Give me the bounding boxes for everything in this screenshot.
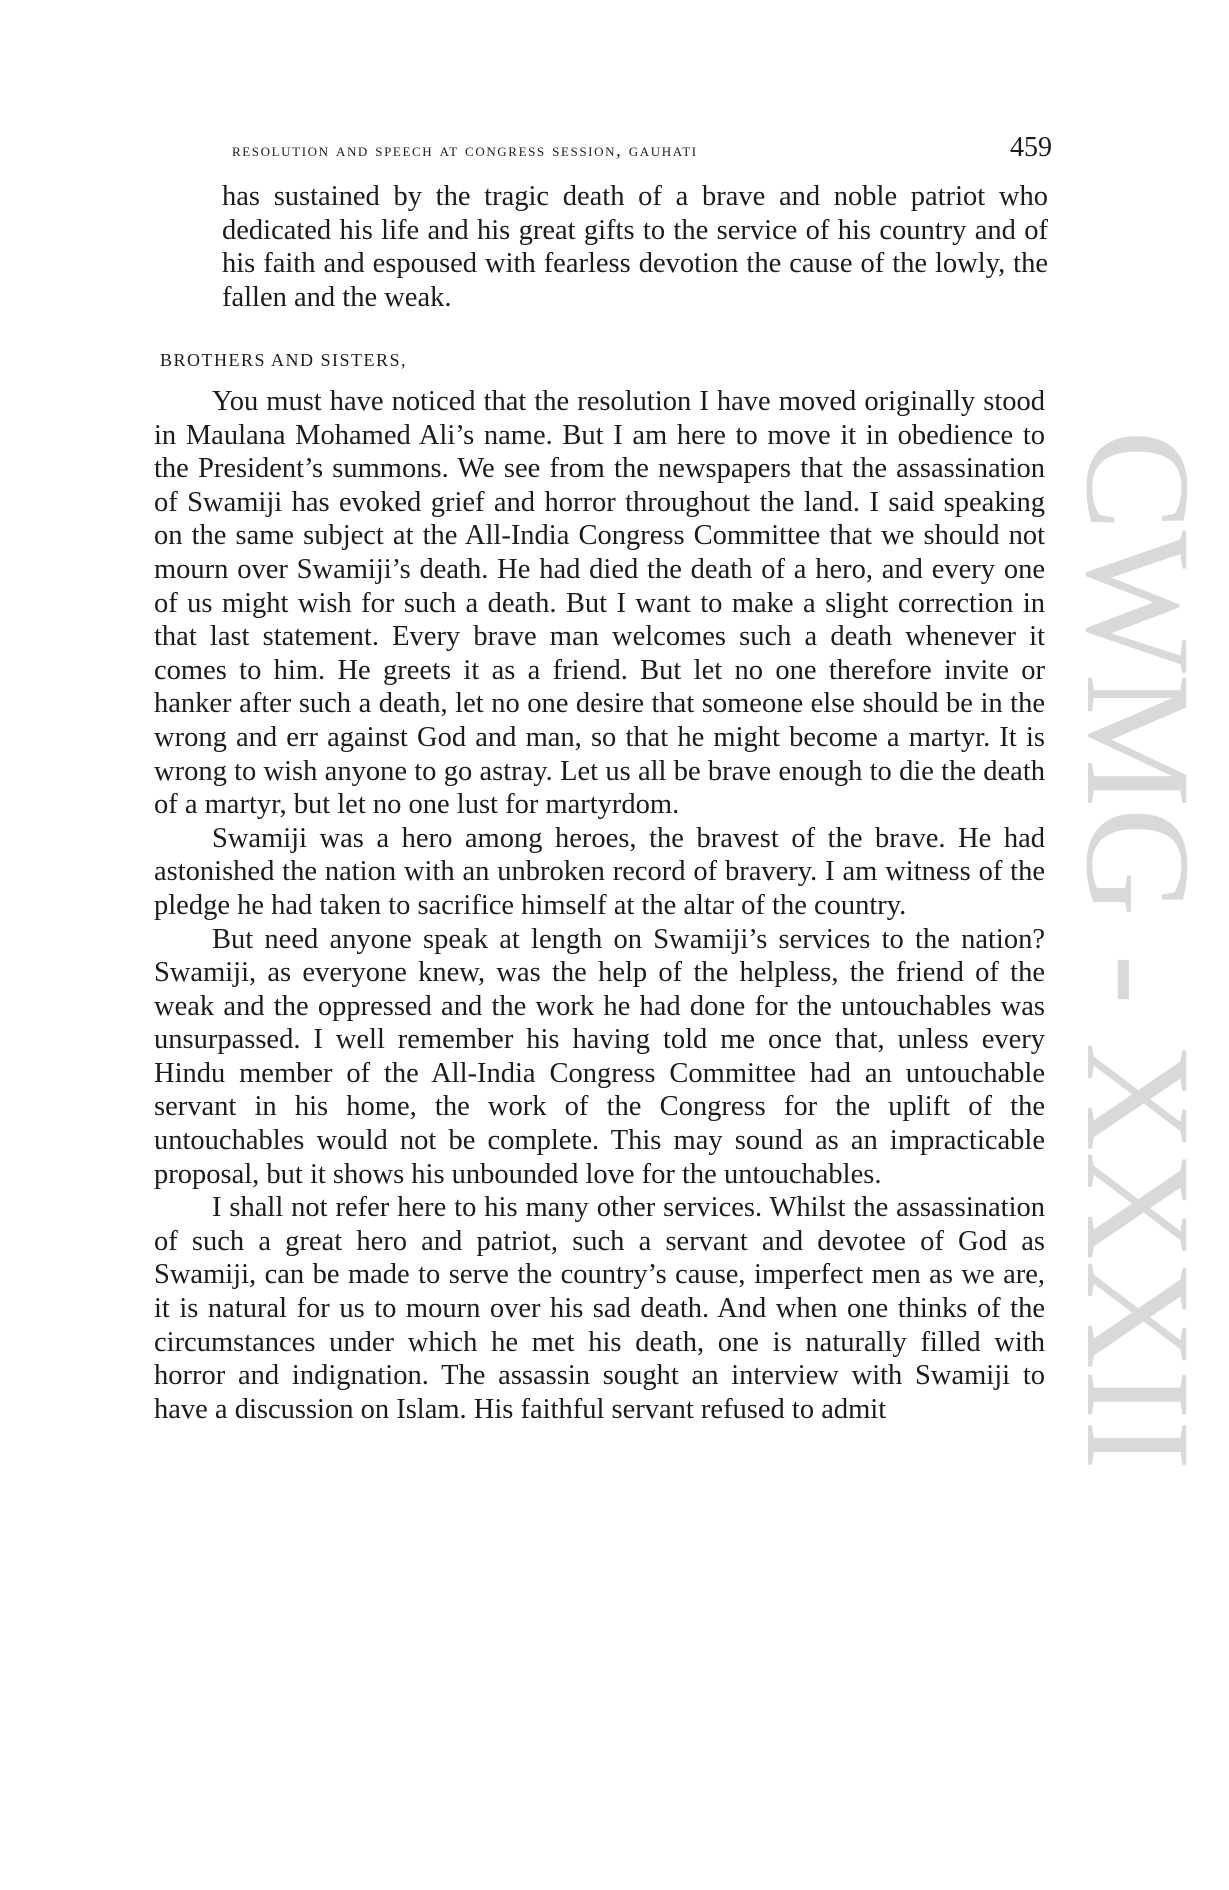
salutation: BROTHERS AND SISTERS, xyxy=(160,350,408,370)
watermark-text: CWMG - XXXII xyxy=(1055,430,1221,1464)
paragraph: Swamiji was a hero among heroes, the bravest of the brave. He had astonished the nation with an unbroken record of bravery. I am witness of the pledge he had taken to sacrifice himself at the altar of the country. xyxy=(154,822,1045,921)
speech-body xyxy=(154,385,1045,1426)
paragraph: I shall not refer here to his many other services. Whilst the assassination of such a great hero and patriot, such a servant and devotee of God as Swamiji, can be made to serve the country’s cause, imperfect men as we are, it is natural for us to mourn over his sad death. And when one thinks of the circumstances under which he met his death, one is naturally filled with horror and indignation. The assassin sought an interview with Swamiji to have a discussion on Islam. His faithful servant refused to admit xyxy=(154,1192,1045,1425)
watermark xyxy=(1040,430,1221,1480)
watermark-graphic xyxy=(1040,430,1221,1480)
paragraph: You must have noticed that the resolution I have moved originally stood in Maulana Mohamed Ali’s name. But I am here to move it in obedience to the President’s summons. We see from the newspapers that the assassination of Swamiji has evoked grief and horror throughout the land. I said speaking on the same subject at the All-India Congress Committee that we should not mourn over Swamiji’s death. He had died the death of a hero, and every one of us might wish for such a death. But I want to make a slight correction in that last statement. Every brave man welcomes such a death whenever it comes to him. He greets it as a friend. But let no one therefore invite or hanker after such a death, let no one desire that someone else should be in the wrong and err against God and man, so that he might become a martyr. It is wrong to wish anyone to go astray. Let us all be brave enough to die the death of a martyr, but let no one lust for martyrdom. xyxy=(154,386,1045,821)
page-number: 459 xyxy=(1010,132,1052,163)
running-head xyxy=(232,132,1052,172)
resolution-text: has sustained by the tragic death of a brave and noble patriot who dedicated his life and his great gifts to the service of his country and of his faith and espoused with fearless devotion the cause of the lowly, the fallen and the weak. xyxy=(222,181,1048,313)
paragraph: But need anyone speak at length on Swamiji’s services to the nation? Swamiji, as everyone knew, was the help of the helpless, the friend of the weak and the oppressed and the work he had done for the untouchables was unsurpassed. I well remember his having told me once that, unless every Hindu member of the All-India Congress Committee had an untouchable servant in his home, the work of the Congress for the uplift of the untouchables would not be complete. This may sound as an impracticable proposal, but it shows his unbounded love for the untouchables. xyxy=(154,923,1045,1190)
running-title: resolution and speech at congress session, gauhati xyxy=(232,140,698,161)
